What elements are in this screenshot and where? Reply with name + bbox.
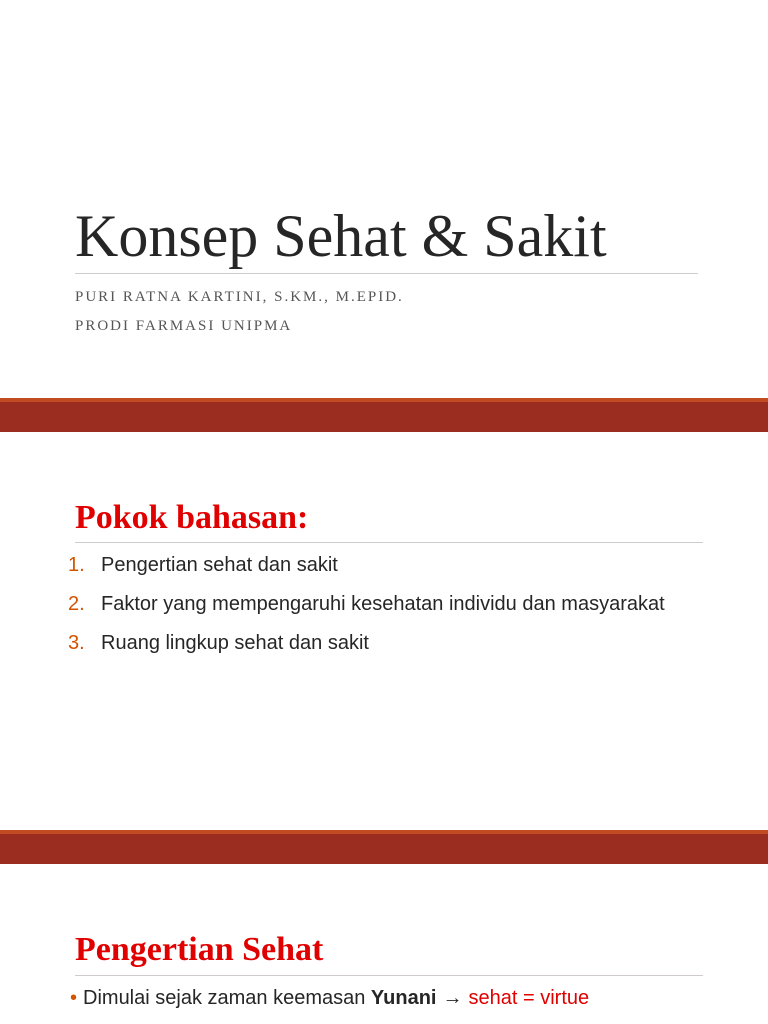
definition-slide xyxy=(0,866,768,1024)
title-divider xyxy=(75,273,698,274)
topics-heading: Pokok bahasan: xyxy=(75,499,309,536)
topics-list xyxy=(68,552,688,669)
bullet-point xyxy=(70,984,589,1012)
presentation-title: Konsep Sehat & Sakit xyxy=(75,203,607,269)
list-item xyxy=(68,630,688,657)
bullet-marker: • xyxy=(70,987,78,1009)
definition-heading: Pengertian Sehat xyxy=(75,931,324,968)
list-item-number: 3. xyxy=(68,632,85,654)
arrow-right-icon: → xyxy=(442,987,463,1009)
slide-separator-band xyxy=(0,830,768,864)
bullet-highlight-text: sehat = virtue xyxy=(468,987,590,1009)
title-slide xyxy=(0,0,768,398)
bullet-bold-word: Yunani xyxy=(370,987,437,1009)
list-item xyxy=(68,552,688,579)
list-item-text: Faktor yang mempengaruhi kesehatan individu dan masyarakat xyxy=(101,593,665,615)
list-item-text: Pengertian sehat dan sakit xyxy=(101,554,338,576)
list-item-number: 2. xyxy=(68,593,85,615)
topics-slide xyxy=(0,432,768,830)
program-name: PRODI FARMASI UNIPMA xyxy=(75,318,293,334)
definition-divider xyxy=(75,975,703,976)
bullet-text: Dimulai sejak zaman keemasan xyxy=(83,987,371,1009)
list-item-number: 1. xyxy=(68,554,85,576)
author-name: PURI RATNA KARTINI, S.KM., M.EPID. xyxy=(75,289,404,305)
topics-divider xyxy=(75,542,703,543)
slide-separator-band xyxy=(0,398,768,432)
list-item-text: Ruang lingkup sehat dan sakit xyxy=(101,632,369,654)
list-item xyxy=(68,591,688,618)
